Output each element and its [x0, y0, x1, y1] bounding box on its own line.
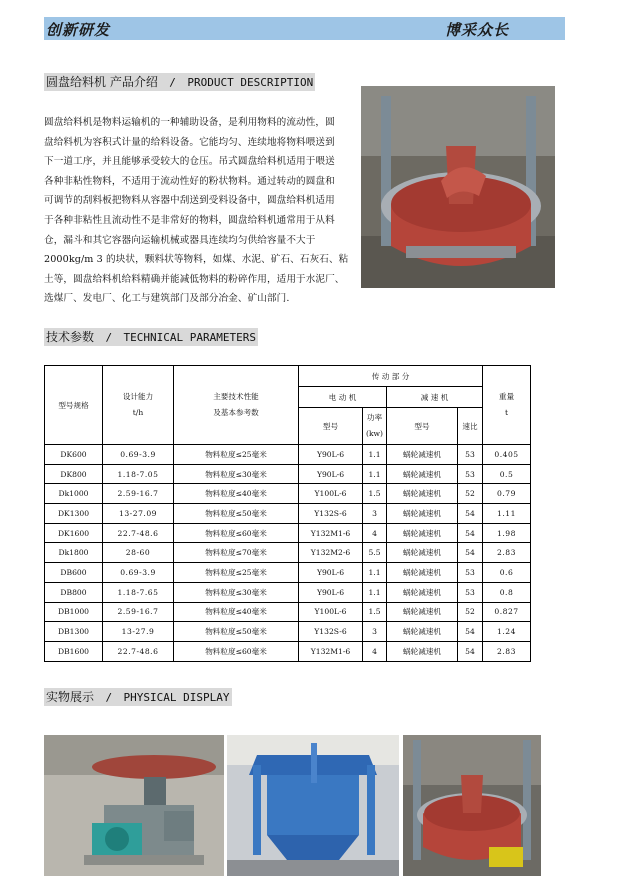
cell-model: DB1300 [45, 622, 103, 642]
cell-motor-model: Y90L-6 [299, 582, 363, 602]
cell-model: DB1600 [45, 641, 103, 661]
table-row [45, 641, 531, 661]
table-row [45, 563, 531, 583]
cell-power: 4 [363, 523, 387, 543]
cell-power: 1.1 [363, 445, 387, 465]
cell-tech: 物料粒度≤60毫米 [174, 641, 299, 661]
cell-model: DB1000 [45, 602, 103, 622]
display-title-separator: / [105, 691, 113, 704]
cell-model: DK1300 [45, 504, 103, 524]
cell-weight: 1.11 [483, 504, 531, 524]
cell-tech: 物料粒度≤70毫米 [174, 543, 299, 563]
cell-reducer-model: 蜗轮减速机 [387, 563, 458, 583]
cell-ratio: 53 [458, 563, 483, 583]
display-title-en: PHYSICAL DISPLAY [123, 691, 230, 704]
cell-ratio: 54 [458, 504, 483, 524]
cell-capacity: 2.59-16.7 [103, 602, 174, 622]
cell-reducer-model: 蜗轮减速机 [387, 622, 458, 642]
cell-weight: 1.98 [483, 523, 531, 543]
cell-model: DK600 [45, 445, 103, 465]
cell-model: Dk1800 [45, 543, 103, 563]
cell-tech: 物料粒度≤50毫米 [174, 622, 299, 642]
cell-weight: 0.6 [483, 563, 531, 583]
table-header-row [45, 366, 531, 387]
cell-reducer-model: 蜗轮减速机 [387, 445, 458, 465]
header-motor-label: 电 动 机 [328, 392, 357, 402]
product-description [44, 113, 350, 309]
cell-model: Dk1000 [45, 484, 103, 504]
header-model-label: 型号规格 [58, 400, 89, 410]
cell-ratio: 54 [458, 641, 483, 661]
cell-capacity: 22.7-48.6 [103, 523, 174, 543]
cell-reducer-model: 蜗轮减速机 [387, 484, 458, 504]
header-power-label: 功率 [366, 413, 383, 422]
cell-model: DK1600 [45, 523, 103, 543]
cell-power: 3 [363, 622, 387, 642]
cell-capacity: 28-60 [103, 543, 174, 563]
cell-weight: 2.83 [483, 641, 531, 661]
description-line: 土等，圆盘给料机给料精确并能减低物料的粉碎作用，适用于水泥厂、 [44, 273, 345, 285]
cell-motor-model: Y132M1-6 [299, 641, 363, 661]
cell-capacity: 13-27.9 [103, 622, 174, 642]
cell-weight: 0.8 [483, 582, 531, 602]
cell-motor-model: Y132S-6 [299, 622, 363, 642]
intro-title-separator: / [169, 76, 176, 89]
header-capacity-unit: t/h [132, 408, 144, 417]
header-reducer-label: 减 速 机 [420, 392, 449, 402]
cell-tech: 物料粒度≤50毫米 [174, 504, 299, 524]
cell-tech: 物料粒度≤25毫米 [174, 563, 299, 583]
cell-capacity: 13-27.09 [103, 504, 174, 524]
table-body [45, 445, 531, 662]
cell-motor-model: Y100L-6 [299, 602, 363, 622]
description-line: 可调节的刮料板把物料从容器中刮送到受料设备中，圆盘给料机适用 [44, 195, 335, 207]
cell-reducer-model: 蜗轮减速机 [387, 602, 458, 622]
cell-ratio: 53 [458, 582, 483, 602]
cell-motor-model: Y132S-6 [299, 504, 363, 524]
table-row [45, 582, 531, 602]
header-motor [299, 387, 387, 408]
table-row [45, 622, 531, 642]
cell-ratio: 52 [458, 484, 483, 504]
cell-power: 1.1 [363, 582, 387, 602]
cell-reducer-model: 蜗轮减速机 [387, 504, 458, 524]
cell-power: 1.5 [363, 484, 387, 504]
cell-ratio: 54 [458, 543, 483, 563]
header-tech-sublabel: 及基本参考数 [213, 408, 259, 417]
cell-power: 1.1 [363, 464, 387, 484]
product-photo-main [361, 86, 555, 288]
table-row [45, 445, 531, 465]
cell-motor-model: Y90L-6 [299, 464, 363, 484]
table-row [45, 504, 531, 524]
params-title-separator: / [105, 331, 113, 344]
cell-motor-model: Y90L-6 [299, 563, 363, 583]
cell-reducer-model: 蜗轮减速机 [387, 543, 458, 563]
cell-weight: 0.827 [483, 602, 531, 622]
header-weight [483, 366, 531, 445]
cell-reducer-model: 蜗轮减速机 [387, 523, 458, 543]
cell-weight: 2.83 [483, 543, 531, 563]
cell-capacity: 0.69-3.9 [103, 445, 174, 465]
header-tech [174, 366, 299, 445]
cell-weight: 0.79 [483, 484, 531, 504]
header-power-unit: (kw) [365, 429, 384, 438]
params-title-cn: 技术参数 [46, 330, 95, 344]
header-weight-label: 重量 [498, 392, 515, 401]
header-reducer [387, 387, 483, 408]
table-row [45, 523, 531, 543]
header-ratio [458, 408, 483, 445]
header-ratio-label: 速比 [462, 421, 478, 431]
table-row [45, 543, 531, 563]
cell-tech: 物料粒度≤30毫米 [174, 582, 299, 602]
header-motor-model-label: 型号 [322, 421, 339, 431]
cell-capacity: 1.18-7.05 [103, 464, 174, 484]
table-row [45, 602, 531, 622]
display-photo-2 [227, 735, 399, 876]
header-capacity [103, 366, 174, 445]
header-model [45, 366, 103, 445]
header-motor-model [299, 408, 363, 445]
cell-reducer-model: 蜗轮减速机 [387, 464, 458, 484]
description-line: 盘给料机为容积式计量的给料设备。它能均匀、连续地将物料喂送到 [44, 136, 335, 148]
cell-power: 1.5 [363, 602, 387, 622]
intro-title-en: PRODUCT DESCRIPTION [187, 76, 314, 89]
cell-capacity: 2.59-16.7 [103, 484, 174, 504]
header-power [363, 408, 387, 445]
description-line: 圆盘给料机是物料运输机的一种辅助设备，是利用物料的流动性，圆 [44, 117, 335, 128]
header-reducer-model-label: 型号 [414, 421, 430, 431]
header-transmission-label: 传 动 部 分 [371, 371, 410, 381]
cell-power: 3 [363, 504, 387, 524]
description-line: 下一道工序，并且能够承受较大的仓压。吊式圆盘给料机适用于喂送 [44, 156, 335, 168]
header-capacity-label: 设计能力 [122, 392, 154, 401]
header-reducer-model [387, 408, 458, 445]
header-right-slogan: 博采众长 [444, 21, 509, 39]
cell-ratio: 53 [458, 464, 483, 484]
cell-tech: 物料粒度≤25毫米 [174, 445, 299, 465]
header-band [44, 17, 565, 40]
cell-tech: 物料粒度≤60毫米 [174, 523, 299, 543]
params-title-en: TECHNICAL PARAMETERS [123, 331, 256, 344]
cell-tech: 物料粒度≤40毫米 [174, 484, 299, 504]
table-row [45, 464, 531, 484]
description-line: 仓，漏斗和其它容器向运输机械或器具连续均匀供给容量不大于 [44, 234, 316, 246]
description-line: 各种非粘性物料，不适用于流动性好的粉状物料。通过转动的圆盘和 [44, 175, 335, 187]
display-title-cn: 实物展示 [46, 690, 95, 704]
parameters-table [44, 365, 531, 662]
cell-capacity: 0.69-3.9 [103, 563, 174, 583]
display-section-title [44, 688, 232, 706]
cell-model: DB800 [45, 582, 103, 602]
display-photo-3 [403, 735, 541, 876]
cell-power: 1.1 [363, 563, 387, 583]
cell-power: 4 [363, 641, 387, 661]
params-section-title [44, 328, 258, 346]
cell-model: DK800 [45, 464, 103, 484]
table-row [45, 484, 531, 504]
cell-tech: 物料粒度≤30毫米 [174, 464, 299, 484]
cell-reducer-model: 蜗轮减速机 [387, 582, 458, 602]
header-weight-unit: t [504, 408, 509, 417]
cell-capacity: 1.18-7.65 [103, 582, 174, 602]
intro-title-cn: 圆盘给料机 产品介绍 [46, 75, 158, 89]
header-left-slogan: 创新研发 [46, 21, 111, 39]
cell-tech: 物料粒度≤40毫米 [174, 602, 299, 622]
cell-motor-model: Y100L-6 [299, 484, 363, 504]
description-line: 2000kg/m 3 的块状，颗料状等物料，如煤、水泥、矿石、石灰石、粘 [44, 254, 349, 266]
cell-weight: 0.405 [483, 445, 531, 465]
cell-ratio: 52 [458, 602, 483, 622]
cell-ratio: 54 [458, 523, 483, 543]
description-line: 选煤厂、发电厂、化工与建筑部门及部分冶金、矿山部门. [44, 293, 290, 305]
cell-ratio: 53 [458, 445, 483, 465]
header-tech-label: 主要技术性能 [213, 392, 259, 401]
cell-motor-model: Y90L-6 [299, 445, 363, 465]
cell-weight: 0.5 [483, 464, 531, 484]
cell-model: DB600 [45, 563, 103, 583]
cell-power: 5.5 [363, 543, 387, 563]
header-transmission [299, 366, 483, 387]
intro-section-title [44, 73, 315, 91]
cell-capacity: 22.7-48.6 [103, 641, 174, 661]
description-line: 于各种非粘性且流动性不是非常好的物料，圆盘给料机通常用于从料 [44, 214, 335, 226]
cell-reducer-model: 蜗轮减速机 [387, 641, 458, 661]
cell-ratio: 54 [458, 622, 483, 642]
cell-motor-model: Y132M1-6 [299, 523, 363, 543]
display-photo-1 [44, 735, 224, 876]
cell-weight: 1.24 [483, 622, 531, 642]
cell-motor-model: Y132M2-6 [299, 543, 363, 563]
